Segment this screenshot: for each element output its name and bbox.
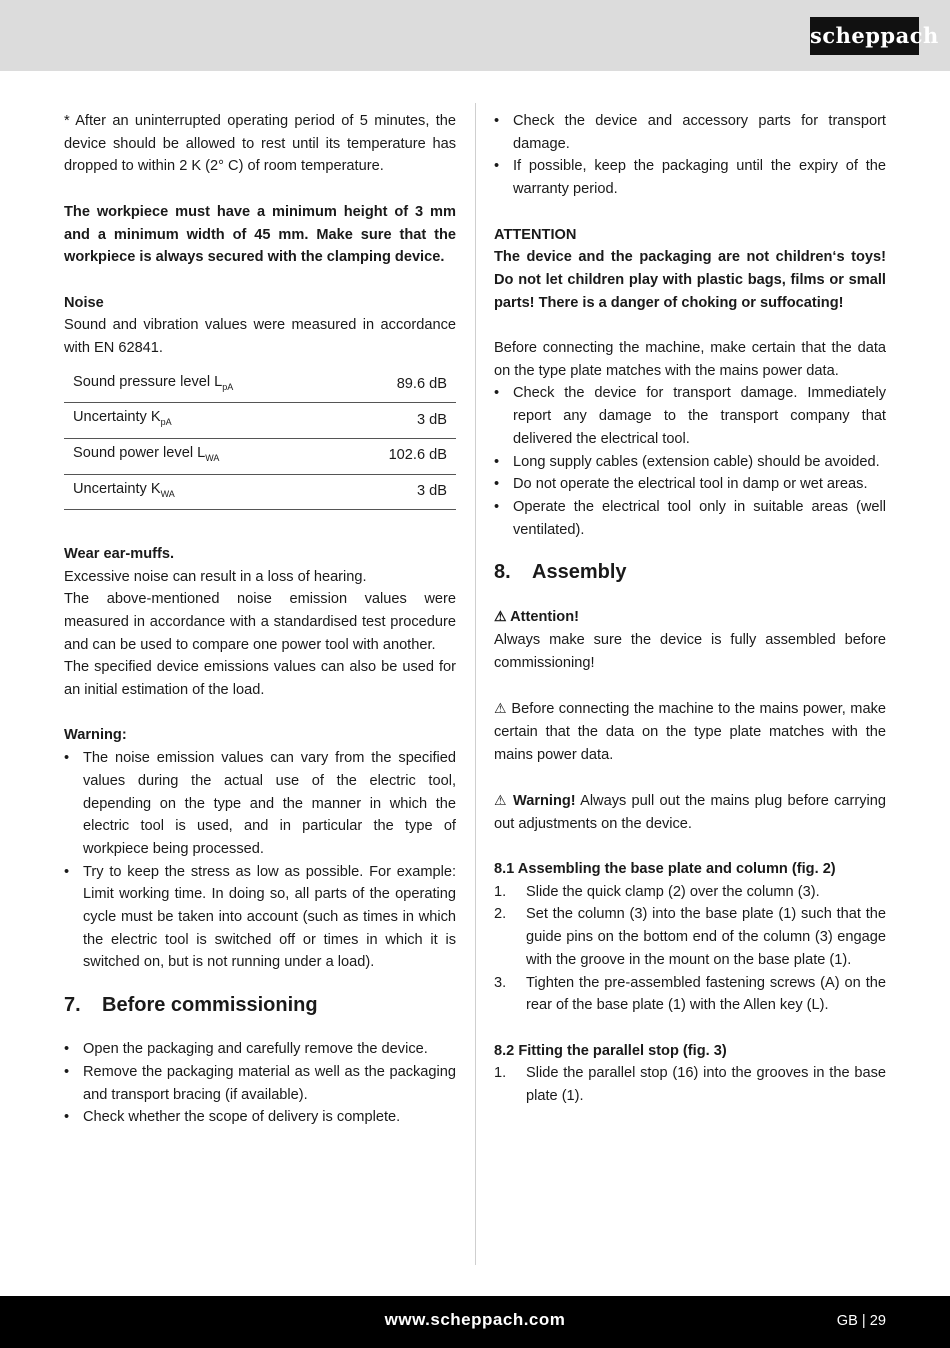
left-column xyxy=(64,110,456,1129)
attention-text: The device and the packaging are not children‘s toys! Do not let children play with plastic bags, films or small parts! There is a danger of choking or suffocating! xyxy=(494,249,886,311)
list-item: • Remove the packaging material as well as the packaging and transport bracing (if available). xyxy=(64,1061,456,1106)
list-item: • Check the device and accessory parts for transport damage. xyxy=(494,110,886,155)
connect-text: Before connecting the machine, make certain that the data on the type plate matches with the mains power data. xyxy=(494,340,886,379)
list-item: • Check whether the scope of delivery is complete. xyxy=(64,1106,456,1129)
warning3-text: ⚠ Warning! Always pull out the mains plug before carrying out adjustments on the device. xyxy=(494,791,886,832)
ear-line: The above-mentioned noise emission values were measured in accordance with a standardised test procedure and can be used to compare one power tool with another. xyxy=(64,591,456,653)
temperature-note: * After an uninterrupted operating period of 5 minutes, the device should be allowed to rest until its temperature has dropped to within 2 K (2° C) of room temperature. xyxy=(64,113,456,175)
list-item: • Do not operate the electrical tool in damp or wet areas. xyxy=(494,473,886,496)
noise-value: 3 dB xyxy=(338,474,456,510)
list-item: 3. Tighten the pre-assembled fastening screws (A) on the rear of the base plate (1) with the Allen key (L). xyxy=(494,974,886,1014)
table-row xyxy=(64,368,456,403)
attention2-heading: ⚠ Attention! xyxy=(494,608,579,626)
list-item: • The noise emission values can vary from the specified values during the actual use of the electric tool, depending on the type and the manner in which the electric tool is used, and in particular the type of workpiece being processed. xyxy=(64,747,456,861)
noise-label: Uncertainty $K_{WA}$ xyxy=(64,474,338,510)
noise-value: 3 dB xyxy=(338,403,456,439)
warning-heading: Warning: xyxy=(64,727,127,744)
transport-list xyxy=(494,110,886,201)
noise-label: Sound pressure level $L_{pA}$ xyxy=(64,368,338,403)
table-row xyxy=(64,474,456,510)
noise-text: Sound and vibration values were measured in accordance with EN 62841. xyxy=(64,317,456,356)
table-row xyxy=(64,403,456,439)
list-item: • Check the device for transport damage. Immediately report any damage to the transport company that delivered the electrical tool. xyxy=(494,382,886,450)
ear-line: The specified device emissions values can also be used for an initial estimation of the load. xyxy=(64,659,456,699)
list-item: 1. Slide the parallel stop (16) into the grooves in the base plate (1). xyxy=(494,1065,886,1105)
commissioning-list xyxy=(64,1038,456,1129)
subsection-8-2-heading: 8.2 Fitting the parallel stop (fig. 3) xyxy=(494,1042,727,1059)
list-item: 1. Slide the quick clamp (2) over the column (3). xyxy=(494,883,820,900)
assembly-steps xyxy=(494,881,886,1017)
workpiece-warning: The workpiece must have a minimum height of 3 mm and a minimum width of 45 mm. Make sure that the workpiece is always secured with the clamping device. xyxy=(64,203,456,266)
section-7-heading: 7. Before commissioning xyxy=(64,994,318,1017)
attention-heading: ATTENTION xyxy=(494,226,577,243)
right-column xyxy=(494,110,886,1108)
brand-logo: scheppach xyxy=(810,17,919,55)
section-8-heading: 8. Assembly xyxy=(494,561,627,584)
list-item: • Try to keep the stress as low as possible. For example: Limit working time. In doing so, all parts of the operating cycle must be taken into account (such as times in which the electric tool is switched off or times in which it is switched on, but is not running under a load). xyxy=(64,861,456,975)
connect-list xyxy=(494,382,886,541)
list-item: 2. Set the column (3) into the base plate (1) such that the guide pins on the bottom end of the column (3) engage with the groove in the mount on the base plate (1). xyxy=(494,906,886,968)
attention2-text: Always make sure the device is fully assembled before commissioning! xyxy=(494,632,886,671)
warning-triangle-icon: ⚠ xyxy=(494,700,507,717)
warning-list xyxy=(64,747,456,974)
noise-label: Sound power level $L_{WA}$ xyxy=(64,438,338,474)
mains-text: ⚠ Before connecting the machine to the mains power, make certain that the data on the type plate matches with the mains power data. xyxy=(494,700,886,763)
noise-label: Uncertainty $K_{pA}$ xyxy=(64,403,338,439)
subsection-8-1-heading: 8.1 Assembling the base plate and column (fig. 2) xyxy=(494,861,836,878)
table-row xyxy=(64,438,456,474)
list-item: • Long supply cables (extension cable) should be avoided. xyxy=(494,451,886,474)
page-header xyxy=(0,0,950,71)
website-url: www.scheppach.com xyxy=(384,1310,566,1329)
page-number: GB | 29 xyxy=(836,1313,886,1329)
warning-triangle-icon: ⚠ xyxy=(494,791,508,808)
list-item: • If possible, keep the packaging until the expiry of the warranty period. xyxy=(494,155,886,200)
noise-value: 102.6 dB xyxy=(338,438,456,474)
parallel-stop-steps xyxy=(494,1062,886,1107)
list-item: • Operate the electrical tool only in suitable areas (well ventilated). xyxy=(494,496,886,541)
column-divider xyxy=(475,103,476,1265)
noise-value: 89.6 dB xyxy=(338,368,456,403)
noise-table xyxy=(64,368,456,510)
list-item: • Open the packaging and carefully remove the device. xyxy=(64,1038,456,1061)
ear-muffs-heading: Wear ear-muffs. xyxy=(64,545,175,562)
ear-line: Excessive noise can result in a loss of hearing. xyxy=(64,568,367,585)
page-footer xyxy=(0,1296,950,1348)
noise-heading: Noise xyxy=(64,294,104,311)
warning-triangle-icon: ⚠ xyxy=(494,608,507,625)
